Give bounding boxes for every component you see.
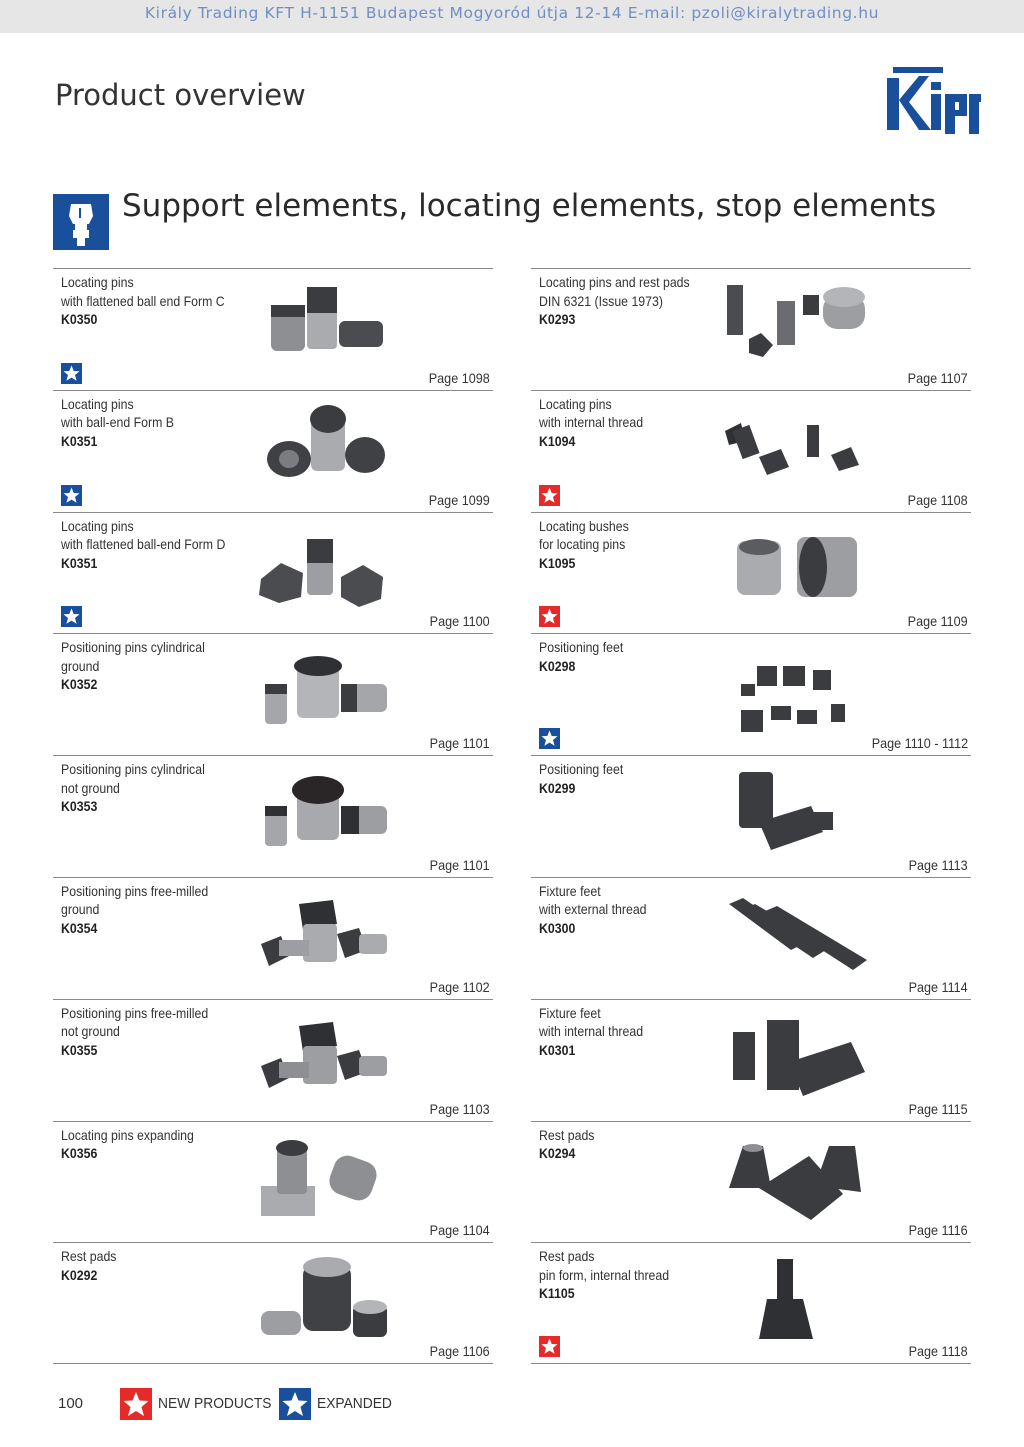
page-reference-link[interactable]: Page 1107 <box>907 369 968 386</box>
product-name-line: with flattened ball end Form C <box>61 292 225 309</box>
star-icon <box>539 1336 560 1357</box>
product-entry[interactable] <box>53 390 493 512</box>
product-name-line: Positioning pins cylindrical <box>61 639 205 656</box>
product-name-line: Fixture feet <box>539 1004 601 1021</box>
product-code: K0350 <box>61 311 98 327</box>
product-image <box>241 1128 401 1226</box>
page-reference-link[interactable]: Page 1101 <box>429 735 490 752</box>
product-name-line: Locating pins <box>539 395 612 412</box>
product-description <box>61 760 205 816</box>
product-code: K0351 <box>61 554 98 571</box>
page-reference-link[interactable]: Page 1118 <box>908 1343 968 1360</box>
section-title: Support elements, locating elements, stop elements <box>122 188 937 224</box>
page-reference-link[interactable]: Page 1108 <box>907 491 968 508</box>
product-image <box>719 1128 879 1226</box>
product-name-line: with internal thread <box>539 414 644 431</box>
product-description <box>61 1126 194 1163</box>
product-image <box>241 762 401 860</box>
page-reference-link[interactable]: Page 1113 <box>908 856 968 873</box>
page-reference-link[interactable]: Page 1110 - 1112 <box>871 735 968 752</box>
product-image <box>719 762 879 860</box>
product-entry[interactable] <box>53 633 493 755</box>
page-title: Product overview <box>55 78 306 112</box>
page-reference-link[interactable]: Page 1100 <box>429 613 490 630</box>
product-name-line: Rest pads <box>61 1248 117 1265</box>
product-name-line: Locating pins <box>61 517 134 534</box>
product-code: K0353 <box>61 798 98 815</box>
new-products-legend-badge <box>120 1388 152 1420</box>
page-number: 100 <box>58 1395 84 1412</box>
product-entry[interactable] <box>531 1242 971 1364</box>
product-code: K0356 <box>61 1145 98 1162</box>
page-reference-link[interactable]: Page 1109 <box>907 613 968 630</box>
star-icon <box>279 1388 311 1420</box>
star-icon <box>539 606 560 627</box>
locating-pin-icon <box>53 194 109 250</box>
product-entry[interactable] <box>53 999 493 1121</box>
product-code: K0355 <box>61 1041 98 1058</box>
product-entry[interactable] <box>531 390 971 512</box>
product-description <box>539 1004 643 1060</box>
product-description <box>539 882 647 938</box>
product-entry[interactable] <box>53 268 493 390</box>
product-name-line: Positioning feet <box>539 639 624 656</box>
product-description <box>539 638 623 675</box>
product-image <box>719 884 879 982</box>
product-entry[interactable] <box>531 1121 971 1243</box>
product-description <box>539 395 643 451</box>
expanded-badge <box>539 728 560 749</box>
page-reference-link[interactable]: Page 1098 <box>429 369 490 386</box>
product-code: K0293 <box>539 311 576 327</box>
product-entry[interactable] <box>531 755 971 877</box>
page-reference-link[interactable]: Page 1099 <box>429 491 490 508</box>
product-entry[interactable] <box>531 268 971 390</box>
page-reference-link[interactable]: Page 1103 <box>429 1100 490 1117</box>
product-description <box>539 273 690 329</box>
expanded-label: EXPANDED <box>317 1395 392 1412</box>
product-image <box>241 884 401 982</box>
product-code: K0298 <box>539 657 576 674</box>
product-image <box>241 275 401 373</box>
product-name-line: not ground <box>61 779 120 796</box>
product-code: K1095 <box>539 554 576 571</box>
page-reference-link[interactable]: Page 1115 <box>908 1100 968 1117</box>
product-entry[interactable] <box>531 877 971 999</box>
right-product-column <box>531 268 971 1364</box>
star-icon <box>61 363 82 384</box>
product-name-line: pin form, internal thread <box>539 1266 670 1283</box>
product-code: K0299 <box>539 779 576 796</box>
expanded-badge <box>61 485 82 506</box>
new-product-badge <box>539 1336 560 1357</box>
product-entry[interactable] <box>53 1121 493 1243</box>
star-icon <box>539 728 560 749</box>
product-entry[interactable] <box>531 512 971 634</box>
star-icon <box>539 485 560 506</box>
product-entry[interactable] <box>53 512 493 634</box>
product-name-line: Rest pads <box>539 1126 595 1143</box>
product-code: K0352 <box>61 676 98 693</box>
product-code: K1094 <box>539 432 576 449</box>
product-image <box>719 519 879 617</box>
page-reference-link[interactable]: Page 1114 <box>908 978 968 995</box>
product-description <box>61 638 205 694</box>
product-entry[interactable] <box>53 877 493 999</box>
product-description <box>61 882 208 938</box>
product-code: K0300 <box>539 919 576 936</box>
page-reference-link[interactable]: Page 1101 <box>429 856 490 873</box>
product-name-line: ground <box>61 657 100 674</box>
company-contact-line: Király Trading KFT H-1151 Budapest Mogyoród útja 12-14 E-mail: pzoli@kiralytrading.hu <box>144 4 880 22</box>
product-description <box>61 1004 208 1060</box>
star-icon <box>120 1388 152 1420</box>
expanded-badge <box>61 606 82 627</box>
star-icon <box>61 485 82 506</box>
product-image <box>241 397 401 495</box>
product-image <box>719 640 879 738</box>
product-name-line: for locating pins <box>539 536 626 553</box>
product-name-line: Locating pins expanding <box>61 1126 194 1143</box>
product-name-line: Positioning pins free-milled <box>61 1004 209 1021</box>
section-icon <box>53 194 109 250</box>
product-name-line: not ground <box>61 1023 120 1040</box>
product-entry[interactable] <box>53 755 493 877</box>
star-icon <box>61 606 82 627</box>
product-description <box>61 395 174 451</box>
top-banner <box>0 0 1024 33</box>
product-name-line: Locating bushes <box>539 517 629 534</box>
product-description <box>61 517 225 573</box>
product-image <box>719 1006 879 1104</box>
product-code: K0292 <box>61 1266 98 1283</box>
page-reference-link[interactable]: Page 1116 <box>908 1222 968 1239</box>
product-description <box>539 517 629 573</box>
product-code: K0301 <box>539 1041 576 1058</box>
product-name-line: Locating pins <box>61 395 134 412</box>
page-reference-link[interactable]: Page 1102 <box>429 978 490 995</box>
product-description <box>539 1126 594 1163</box>
product-name-line: with ball-end Form B <box>61 414 174 431</box>
page-reference-link[interactable]: Page 1104 <box>429 1222 490 1239</box>
product-name-line: with flattened ball-end Form D <box>61 536 226 553</box>
product-name-line: Positioning pins cylindrical <box>61 761 205 778</box>
page-reference-link[interactable]: Page 1106 <box>429 1343 490 1360</box>
product-code: K0354 <box>61 919 98 936</box>
product-image <box>719 275 879 373</box>
product-image <box>241 1249 401 1347</box>
product-name-line: Locating pins and rest pads <box>539 274 690 290</box>
product-name-line: with internal thread <box>539 1023 644 1040</box>
product-image <box>241 519 401 617</box>
product-name-line: Positioning pins free-milled <box>61 882 209 899</box>
left-product-column <box>53 268 493 1364</box>
expanded-badge <box>61 363 82 384</box>
product-name-line: DIN 6321 (Issue 1973) <box>539 292 663 309</box>
product-name-line: with external thread <box>539 901 647 918</box>
product-image <box>719 1249 879 1347</box>
product-code: K1105 <box>539 1285 575 1302</box>
expanded-legend-badge <box>279 1388 311 1420</box>
product-name-line: Fixture feet <box>539 882 601 899</box>
product-image <box>241 1006 401 1104</box>
product-image <box>719 397 879 495</box>
product-name-line: Locating pins <box>61 274 134 290</box>
product-entry[interactable] <box>531 999 971 1121</box>
product-entry[interactable] <box>531 633 971 755</box>
product-description <box>61 273 225 329</box>
product-name-line: Rest pads <box>539 1248 595 1265</box>
new-products-label: NEW PRODUCTS <box>158 1395 272 1412</box>
product-name-line: Positioning feet <box>539 761 624 778</box>
new-product-badge <box>539 606 560 627</box>
product-description <box>539 760 623 797</box>
product-code: K0294 <box>539 1145 576 1162</box>
product-entry[interactable] <box>53 1242 493 1364</box>
product-description <box>61 1247 116 1284</box>
product-image <box>241 640 401 738</box>
new-product-badge <box>539 485 560 506</box>
kipp-logo <box>885 64 981 134</box>
product-code: K0351 <box>61 432 98 449</box>
product-description <box>539 1247 669 1303</box>
product-name-line: ground <box>61 901 100 918</box>
